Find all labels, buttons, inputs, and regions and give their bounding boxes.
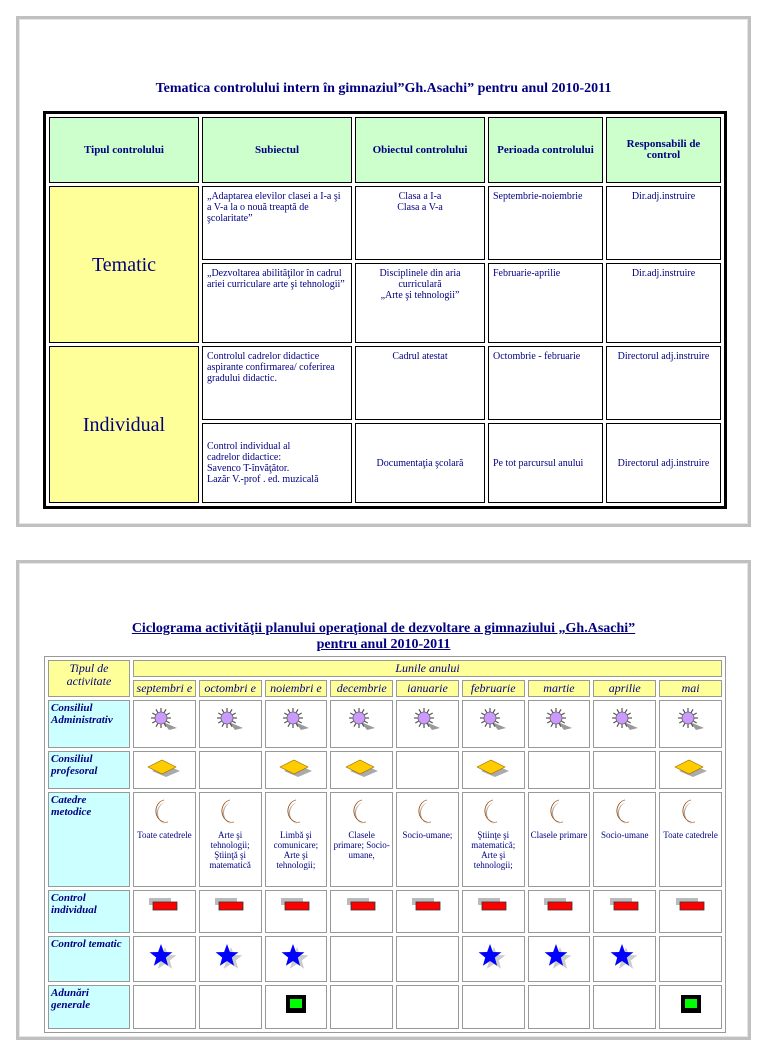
schedule-cell (659, 700, 722, 748)
table-header-row (49, 117, 721, 183)
cell-note: Arte şi tehnologii; Ştiinţă şi matematică (209, 830, 251, 870)
schedule-cell (396, 985, 459, 1029)
table-row (48, 890, 722, 933)
schedule-cell (330, 792, 393, 887)
header-cell: Obiectul controlului (355, 117, 485, 183)
schedule-cell (265, 985, 328, 1029)
schedule-cell (396, 936, 459, 982)
star-icon (268, 942, 325, 976)
moon-icon (662, 798, 719, 828)
control-table (43, 111, 727, 509)
cell-note: Limbă şi comunicare; Arte şi tehnologii; (273, 830, 319, 870)
table-row (48, 751, 722, 789)
schedule-cell (265, 751, 328, 789)
responsible-cell: Directorul adj.instruire (606, 346, 721, 420)
schedule-cell (659, 751, 722, 789)
table-row (48, 936, 722, 982)
schedule-cell (199, 751, 262, 789)
object-cell: Clasa a I-a Clasa a V-a (355, 186, 485, 260)
diamond-icon (465, 757, 522, 785)
schedule-cell (593, 890, 656, 933)
type-cell: Tematic (49, 186, 199, 343)
table-row (48, 700, 722, 748)
table-row (48, 792, 722, 887)
schedule-cell (396, 890, 459, 933)
diamond-icon (268, 757, 325, 785)
schedule-cell (528, 890, 591, 933)
sun-icon (596, 706, 653, 734)
green-square-icon (662, 991, 719, 1019)
moon-icon (136, 798, 193, 828)
month-header-4: ianuarie (396, 680, 459, 697)
title-line-2: pentru anul 2010-2011 (316, 637, 451, 652)
schedule-cell (133, 890, 196, 933)
red-bar-icon (662, 896, 719, 916)
schedule-cell (265, 792, 328, 887)
month-header-0: septembri e (133, 680, 196, 697)
object-cell: Documentaţia şcolară (355, 423, 485, 503)
activity-label: Consiliul profesoral (48, 751, 130, 789)
schedule-cell (462, 792, 525, 887)
schedule-cell (659, 985, 722, 1029)
schedule-cell (528, 700, 591, 748)
responsible-cell: Dir.adj.instruire (606, 186, 721, 260)
activity-label: Control tematic (48, 936, 130, 982)
month-header-3: decembrie (330, 680, 393, 697)
sun-icon (399, 706, 456, 734)
schedule-cell (593, 985, 656, 1029)
page-tematica (16, 16, 751, 527)
moon-icon (399, 798, 456, 828)
cell-note: Ştiinţe şi matematică; Arte şi tehnologii; (471, 830, 516, 870)
schedule-cell (330, 985, 393, 1029)
cell-note: Toate catedrele (663, 830, 718, 840)
schedule-cell (133, 936, 196, 982)
star-icon (136, 942, 193, 976)
moon-icon (531, 798, 588, 828)
schedule-cell (462, 751, 525, 789)
header-cell: Tipul controlului (49, 117, 199, 183)
schedule-cell (133, 700, 196, 748)
period-cell: Septembrie-noiembrie (488, 186, 603, 260)
schedule-cell (659, 936, 722, 982)
month-header-5: februarie (462, 680, 525, 697)
table-row (49, 346, 721, 420)
cell-note: Toate catedrele (137, 830, 192, 840)
schedule-cell (462, 890, 525, 933)
cell-note: Clasele primare (530, 830, 588, 840)
schedule-cell (265, 936, 328, 982)
month-header-1: octombri e (199, 680, 262, 697)
subject-cell: Control individual al cadrelor didactice: Savenco T-învăţător. Lazăr V.-prof . ed. muzicală (202, 423, 352, 503)
red-bar-icon (268, 896, 325, 916)
schedule-cell (396, 751, 459, 789)
schedule-cell (462, 700, 525, 748)
responsible-cell: Dir.adj.instruire (606, 263, 721, 343)
schedule-cell (199, 890, 262, 933)
star-icon (596, 942, 653, 976)
header-cell: Responsabili de control (606, 117, 721, 183)
sun-icon (531, 706, 588, 734)
schedule-cell (593, 751, 656, 789)
schedule-cell (199, 792, 262, 887)
schedule-cell (265, 890, 328, 933)
page-title (19, 621, 748, 653)
schedule-cell (462, 936, 525, 982)
schedule-cell (396, 700, 459, 748)
diamond-icon (333, 757, 390, 785)
header-cell: Perioada controlului (488, 117, 603, 183)
sun-icon (465, 706, 522, 734)
star-icon (531, 942, 588, 976)
diamond-icon (136, 757, 193, 785)
schedule-cell (330, 751, 393, 789)
subject-cell: Controlul cadrelor didactice aspirante confirmarea/ coferirea gradului didactic. (202, 346, 352, 420)
months-header: Lunile anului (133, 660, 722, 677)
page-title: Tematica controlului intern în gimnaziul”Gh.Asachi” pentru anul 2010-2011 (155, 81, 612, 96)
period-cell: Februarie-aprilie (488, 263, 603, 343)
page-ciclograma (16, 560, 751, 1040)
title-line-1: Ciclograma activităţii planului operaţional de dezvoltare a gimnaziului „Gh.Asachi” (131, 621, 636, 636)
red-bar-icon (531, 896, 588, 916)
schedule-cell (199, 936, 262, 982)
cell-note: Socio-umane (600, 830, 649, 840)
schedule-cell (593, 792, 656, 887)
cell-note: Socio-umane; (402, 830, 453, 840)
schedule-cell (593, 700, 656, 748)
schedule-cell (330, 890, 393, 933)
schedule-cell (199, 985, 262, 1029)
red-bar-icon (596, 896, 653, 916)
corner-header: Tipul de activitate (48, 660, 130, 697)
sun-icon (202, 706, 259, 734)
schedule-cell (133, 792, 196, 887)
schedule-cell (265, 700, 328, 748)
period-cell: Octombrie - februarie (488, 346, 603, 420)
schedule-cell (528, 936, 591, 982)
schedule-cell (330, 700, 393, 748)
green-square-icon (268, 991, 325, 1019)
table-row (49, 186, 721, 260)
sun-icon (333, 706, 390, 734)
diamond-icon (662, 757, 719, 785)
month-header-6: martie (528, 680, 591, 697)
schedule-cell (593, 936, 656, 982)
star-icon (465, 942, 522, 976)
red-bar-icon (465, 896, 522, 916)
schedule-cell (133, 985, 196, 1029)
moon-icon (268, 798, 325, 828)
red-bar-icon (333, 896, 390, 916)
sun-icon (662, 706, 719, 734)
schedule-cell (396, 792, 459, 887)
ciclograma-table (44, 656, 726, 1033)
schedule-cell (330, 936, 393, 982)
schedule-cell (528, 985, 591, 1029)
subject-cell: „Dezvoltarea abilităţilor în cadrul ariei curriculare arte şi tehnologii” (202, 263, 352, 343)
subject-cell: „Adaptarea elevilor clasei a I-a şi a V-a la o nouă treaptă de şcolaritate” (202, 186, 352, 260)
moon-icon (333, 798, 390, 828)
red-bar-icon (136, 896, 193, 916)
period-cell: Pe tot parcursul anului (488, 423, 603, 503)
month-header-8: mai (659, 680, 722, 697)
schedule-cell (659, 792, 722, 887)
schedule-cell (462, 985, 525, 1029)
month-header-2: noiembri e (265, 680, 328, 697)
table-row (48, 985, 722, 1029)
red-bar-icon (202, 896, 259, 916)
schedule-cell (659, 890, 722, 933)
schedule-cell (133, 751, 196, 789)
red-bar-icon (399, 896, 456, 916)
activity-label: Catedre metodice (48, 792, 130, 887)
moon-icon (596, 798, 653, 828)
type-cell: Individual (49, 346, 199, 503)
object-cell: Disciplinele din aria curriculară „Arte şi tehnologii” (355, 263, 485, 343)
object-cell: Cadrul atestat (355, 346, 485, 420)
responsible-cell: Directorul adj.instruire (606, 423, 721, 503)
activity-label: Adunări generale (48, 985, 130, 1029)
activity-label: Control individual (48, 890, 130, 933)
sun-icon (136, 706, 193, 734)
star-icon (202, 942, 259, 976)
activity-label: Consiliul Administrativ (48, 700, 130, 748)
header-cell: Subiectul (202, 117, 352, 183)
schedule-cell (199, 700, 262, 748)
moon-icon (465, 798, 522, 828)
schedule-cell (528, 751, 591, 789)
sun-icon (268, 706, 325, 734)
schedule-cell (528, 792, 591, 887)
months-row (48, 680, 722, 697)
month-header-7: aprilie (593, 680, 656, 697)
moon-icon (202, 798, 259, 828)
cell-note: Clasele primare; Socio-umane, (333, 830, 390, 860)
